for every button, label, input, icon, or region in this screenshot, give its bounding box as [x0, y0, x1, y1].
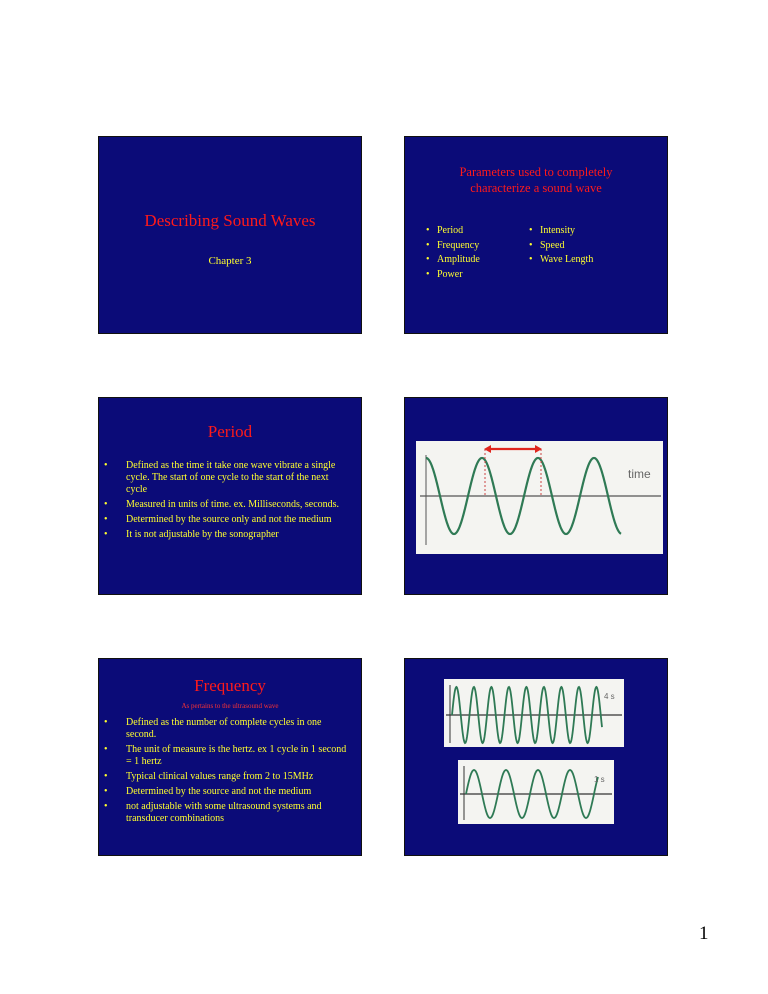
slide-6	[404, 658, 668, 856]
period-wave-diagram	[416, 441, 663, 554]
slide-4	[404, 397, 668, 595]
list-item: • The unit of measure is the hertz. ex 1 cycle in 1 second = 1 hertz	[115, 744, 349, 768]
list-item: • Defined as the time it take one wave vibrate a single cycle. The start of one cycle to the start of the next cycle	[115, 460, 349, 496]
one-second-label: 1 s	[594, 775, 605, 784]
high-frequency-wave-svg	[444, 679, 624, 747]
slide-5-title: Frequency	[194, 676, 266, 695]
slide-3-title: Period	[207, 422, 253, 441]
period-wave-svg	[416, 441, 663, 554]
list-item: • Amplitude	[426, 253, 480, 268]
slide-2-title	[415, 164, 657, 196]
slide-3	[98, 397, 362, 595]
parameter-list-left	[426, 224, 480, 282]
slide-2	[404, 136, 668, 334]
list-item: • Determined by the source only and not the medium	[115, 514, 349, 526]
list-item: • Power	[426, 268, 480, 283]
four-seconds-label: 4 s	[604, 692, 615, 701]
list-item: • not adjustable with some ultrasound systems and transducer combinations	[115, 801, 349, 825]
slide-2-title-line-2: characterize a sound wave	[470, 181, 602, 195]
slide-5	[98, 658, 362, 856]
frequency-bullets	[115, 717, 349, 828]
page-number: 1	[699, 923, 709, 944]
period-bullets	[115, 460, 349, 544]
list-item: • Measured in units of time. ex. Milliseconds, seconds.	[115, 499, 349, 511]
list-item: • It is not adjustable by the sonographer	[115, 529, 349, 541]
list-item: • Period	[426, 224, 480, 239]
arrow-head-left	[484, 445, 491, 453]
list-item: • Frequency	[426, 239, 480, 254]
list-item: • Determined by the source and not the medium	[115, 786, 349, 798]
slide-5-subtitle: As pertains to the ultrasound wave	[181, 702, 279, 710]
list-item: • Wave Length	[529, 253, 593, 268]
slide-1	[98, 136, 362, 334]
high-frequency-wave-diagram	[444, 679, 624, 747]
arrow-head-right	[535, 445, 542, 453]
low-frequency-wave-svg	[458, 760, 614, 824]
list-item: • Defined as the number of complete cycles in one second.	[115, 717, 349, 741]
list-item: • Typical clinical values range from 2 to 15MHz	[115, 771, 349, 783]
low-frequency-wave-diagram	[458, 760, 614, 824]
time-label: time	[628, 467, 651, 481]
list-item: • Intensity	[529, 224, 593, 239]
slide-1-subtitle: Chapter 3	[208, 255, 252, 267]
list-item: • Speed	[529, 239, 593, 254]
slide-1-title: Describing Sound Waves	[144, 211, 316, 230]
slide-2-title-line-1: Parameters used to completely	[459, 165, 613, 179]
parameter-list-right	[529, 224, 593, 268]
